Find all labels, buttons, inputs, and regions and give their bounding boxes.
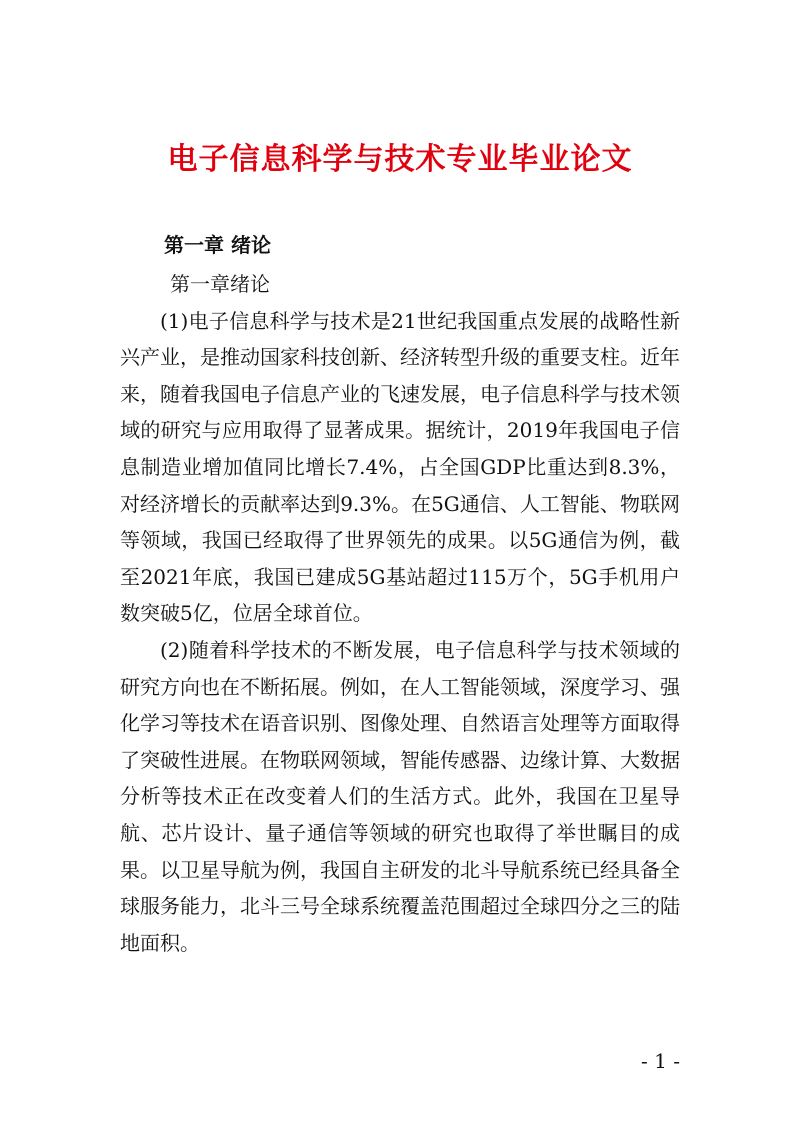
chapter-subheading: 第一章绪论 bbox=[170, 272, 270, 296]
page-number: - 1 - bbox=[641, 1049, 680, 1073]
body-text bbox=[120, 266, 680, 961]
paragraph-2: (2)随着科学技术的不断发展，电子信息科学与技术领域的研究方向也在不断拓展。例如，在人工智能领域，深度学习、强化学习等技术在语音识别、图像处理、自然语言处理等方面取得了突破性进展。在物联网领域，智能传感器、边缘计算、大数据分析等技术正在改变着人们的生活方式。此外，我国在卫星导航、芯片设计、量子通信等领域的研究也取得了举世瞩目的成果。以卫星导航为例，我国自主研发的北斗导航系统已经具备全球服务能力，北斗三号全球系统覆盖范围超过全球四分之三的陆地面积。 bbox=[120, 637, 680, 955]
chapter-heading: 第一章 绪论 bbox=[164, 233, 271, 257]
paragraph-1: (1)电子信息科学与技术是21世纪我国重点发展的战略性新兴产业，是推动国家科技创新、经济转型升级的重要支柱。近年来，随着我国电子信息产业的飞速发展，电子信息科学与技术领域的研究与应用取得了显著成果。据统计，2019年我国电子信息制造业增加值同比增长7.4%，占全国GDP比重达到8.3%，对经济增长的贡献率达到9.3%。在5G通信、人工智能、物联网等领域，我国已经取得了世界领先的成果。以5G通信为例，截至2021年底，我国已建成5G基站超过115万个，5G手机用户数突破5亿，位居全球首位。 bbox=[120, 308, 680, 626]
document-title: 电子信息科学与技术专业毕业论文 bbox=[167, 142, 633, 177]
